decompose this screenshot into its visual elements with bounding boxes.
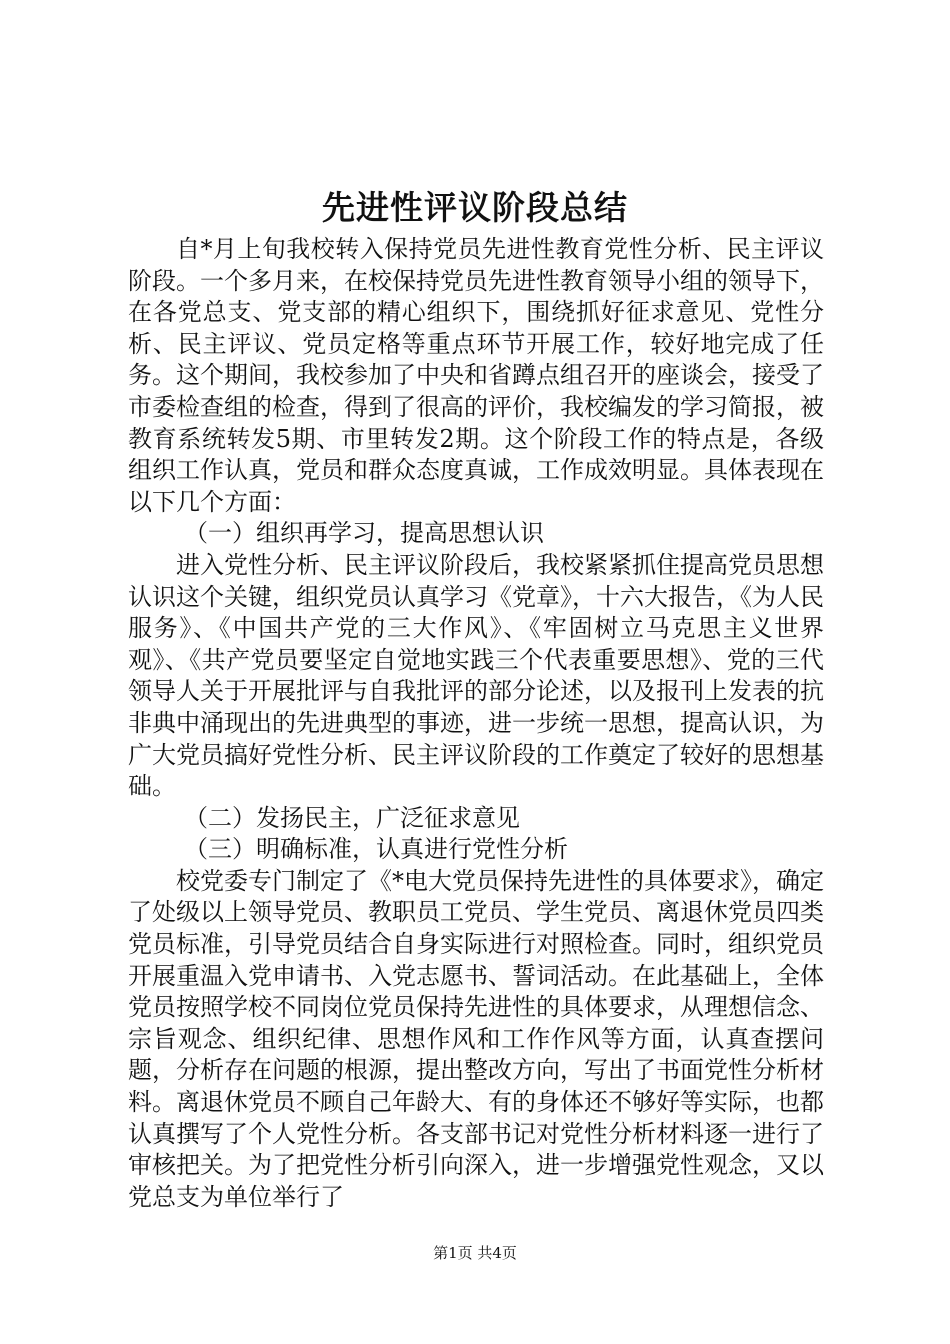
section-heading-2: （二）发扬民主，广泛征求意见 <box>184 803 520 832</box>
paragraph-study: 进入党性分析、民主评议阶段后，我校紧紧抓住提高党员思想认识这个关键，组织党员认真学习《党章》，十六大报告，《为人民服务》、《中国共产党的三大作风》、《牢固树立马克思主义世界观》、《共产党员要坚定自觉地实践三个代表重要思想》、党的三代领导人关于开展批评与自我批评的部分论述，以及报刊上发表的抗非典中涌现出的先进典型的事迹，进一步统一思想，提高认识，为广大党员搞好党性分析、民主评议阶段的工作奠定了较好的思想基础。 <box>128 550 824 801</box>
paragraph-intro: 自*月上旬我校转入保持党员先进性教育党性分析、民主评议阶段。一个多月来，在校保持党员先进性教育领导小组的领导下，在各党总支、党支部的精心组织下，围绕抓好征求意见、党性分析、民主评议、党员定格等重点环节开展工作，较好地完成了任务。这个期间，我校参加了中央和省蹲点组召开的座谈会，接受了市委检查组的检查，得到了很高的评价，我校编发的学习简报，被教育系统转发5期、市里转发2期。这个阶段工作的特点是，各级组织工作认真，党员和群众态度真诚，工作成效明显。具体表现在以下几个方面： <box>128 235 824 516</box>
section-heading-1: （一）组织再学习，提高思想认识 <box>184 519 544 548</box>
page-footer: 第1页 共4页 <box>433 1244 517 1262</box>
document-body <box>128 234 824 1213</box>
paragraph-analysis: 校党委专门制定了《*电大党员保持先进性的具体要求》，确定了处级以上领导党员、教职员工党员、学生党员、离退休党员四类党员标准，引导党员结合自身实际进行对照检查。同时，组织党员开展重温入党申请书、入党志愿书、誓词活动。在此基础上，全体党员按照学校不同岗位党员保持先进性的具体要求，从理想信念、宗旨观念、组织纪律、思想作风和工作作风等方面，认真查摆问题，分析存在问题的根源，提出整改方向，写出了书面党性分析材料。离退休党员不顾自己年龄大、有的身体还不够好等实际，也都认真撰写了个人党性分析。各支部书记对党性分析材料逐一进行了审核把关。为了把党性分析引向深入，进一步增强党性观念，又以党总支为单位举行了 <box>128 866 824 1211</box>
document-title: 先进性评议阶段总结 <box>322 188 628 227</box>
section-heading-3: （三）明确标准，认真进行党性分析 <box>184 835 568 864</box>
